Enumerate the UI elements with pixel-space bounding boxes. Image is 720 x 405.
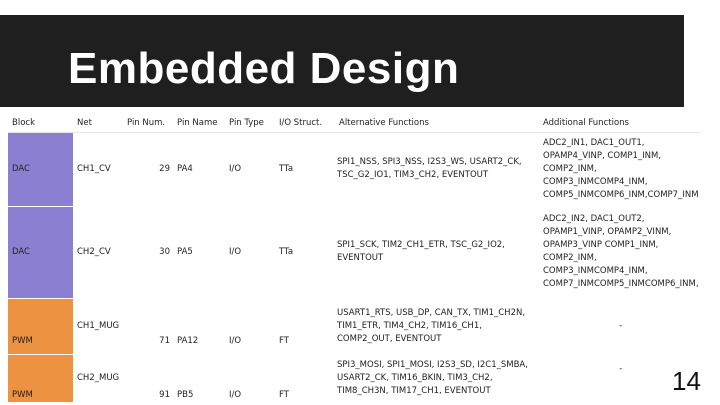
alt-functions-cell: SPI1_SCK, TIM2_CH1_ETR, TSC_G2_IO2, EVENTOUT [335, 206, 539, 298]
header-pin-name: Pin Name [173, 115, 225, 132]
header-additional-functions: Additional Functions [539, 115, 701, 132]
pin-name-cell: PA12 [173, 298, 225, 354]
pin-num-cell: 30 [123, 206, 173, 298]
table-header-row [8, 115, 701, 132]
header-alt-functions: Alternative Functions [335, 115, 539, 132]
pin-type-cell: I/O [225, 298, 275, 354]
pin-num-cell: 91 [123, 354, 173, 402]
block-cell-pwm: PWM [8, 298, 73, 354]
pin-num-cell: 71 [123, 298, 173, 354]
table-row [8, 298, 701, 354]
alt-functions-cell: SPI3_MOSI, SPI1_MOSI, I2S3_SD, I2C1_SMBA, USART2_CK, TIM16_BKIN, TIM3_CH2, TIM8_CH3N, TIM17_CH1, EVENTOUT [335, 354, 539, 402]
slide-number: 14 [672, 366, 701, 396]
table-row [8, 132, 701, 206]
additional-functions-cell: - [539, 354, 701, 402]
slide-title: Embedded Design [68, 44, 460, 93]
block-cell-dac: DAC [8, 132, 73, 206]
io-struct-cell: TTa [275, 206, 335, 298]
net-cell: CH1_MUG [73, 298, 123, 354]
pin-name-cell: PA4 [173, 132, 225, 206]
io-struct-cell: FT [275, 354, 335, 402]
additional-functions-cell: ADC2_IN1, DAC1_OUT1, OPAMP4_VINP, COMP1_INM, COMP2_INM, COMP3_INMCOMP4_INM, COMP5_INMCOMP6_INM,COMP7_INM [539, 132, 701, 206]
io-struct-cell: TTa [275, 132, 335, 206]
pin-type-cell: I/O [225, 206, 275, 298]
additional-functions-cell: - [539, 298, 701, 354]
header-net: Net [73, 115, 123, 132]
pin-name-cell: PA5 [173, 206, 225, 298]
alt-functions-cell: SPI1_NSS, SPI3_NSS, I2S3_WS, USART2_CK, TSC_G2_IO1, TIM3_CH2, EVENTOUT [335, 132, 539, 206]
io-struct-cell: FT [275, 298, 335, 354]
block-cell-dac: DAC [8, 206, 73, 298]
pin-name-cell: PB5 [173, 354, 225, 402]
pin-type-cell: I/O [225, 354, 275, 402]
pin-assignment-table [8, 115, 701, 403]
pin-num-cell: 29 [123, 132, 173, 206]
header-io-struct: I/O Struct. [275, 115, 335, 132]
table-row [8, 206, 701, 298]
header-pin-num: Pin Num. [123, 115, 173, 132]
net-cell: CH2_CV [73, 206, 123, 298]
block-cell-pwm: PWM [8, 354, 73, 402]
additional-functions-cell: ADC2_IN2, DAC1_OUT2, OPAMP1_VINP, OPAMP2_VINM, OPAMP3_VINP COMP1_INM, COMP2_INM, COMP3_INMCOMP4_INM, COMP7_INMCOMP5_INMCOMP6_INM, [539, 206, 701, 298]
net-cell: CH2_MUG [73, 354, 123, 402]
table-row [8, 354, 701, 402]
header-block: Block [8, 115, 73, 132]
header-pin-type: Pin Type [225, 115, 275, 132]
alt-functions-cell: USART1_RTS, USB_DP, CAN_TX, TIM1_CH2N, TIM1_ETR, TIM4_CH2, TIM16_CH1, COMP2_OUT, EVENTOUT [335, 298, 539, 354]
pin-type-cell: I/O [225, 132, 275, 206]
net-cell: CH1_CV [73, 132, 123, 206]
